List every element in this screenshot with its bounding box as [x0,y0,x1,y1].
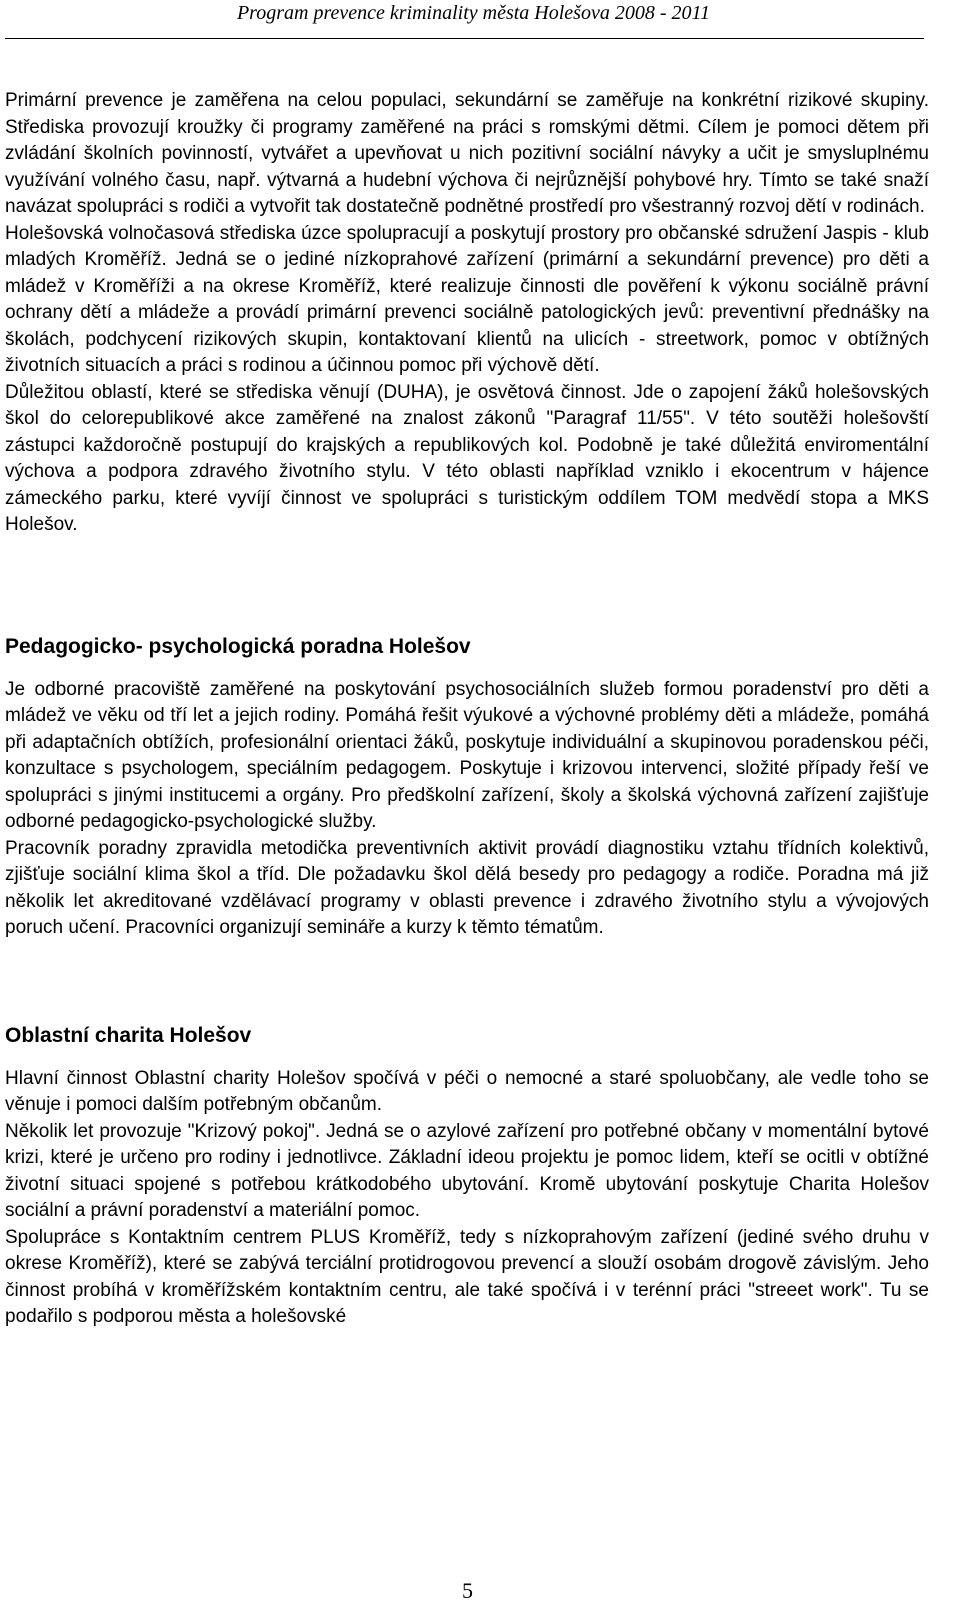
document-body [5,88,929,1331]
charita-paragraph-1: Hlavní činnost Oblastní charity Holešov spočívá v péči o nemocné a staré spoluobčany, ale vedle toho se věnuje i pomoci dalším potřebným občanům. [5,1067,929,1115]
ppp-paragraph-1: Je odborné pracoviště zaměřené na poskytování psychosociálních služeb formou poradenství pro děti a mládež ve věku od tří let a jejich rodiny. Pomáhá řešit výukové a výchovné problémy děti a mládeže, pomáhá při adaptačních obtížích, profesionální orientaci žáků, poskytuje individuální a skupinovou poradenskou péči, konzultace s psychologem, speciálním pedagogem. Poskytuje i krizovou intervenci, složité případy řeší ve spolupráci s jinými institucemi a orgány. Pro předškolní zařízení, školy a školská výchovná zařízení zajišťuje odborné pedagogicko-psychologické služby. [5,678,929,832]
charita-paragraph-2: Několik let provozuje "Krizový pokoj". Jedná se o azylové zařízení pro potřebné občany v momentální bytové krizi, které je určeno pro rodiny i jednotlivce. Základní ideou projektu je pomoc lidem, kteří se ocitli v obtížné životní situaci spojené s potřebou krátkodobého ubytování. Kromě ubytování poskytuje Charita Holešov sociální a právní poradenství a materiální pomoc. [5,1120,929,1221]
intro-paragraph-3: Důležitou oblastí, které se střediska věnují (DUHA), je osvětová činnost. Jde o zapojení žáků holešovských škol do celorepublikové akce zaměřené na znalost zákonů "Paragraf 11/55". V této soutěži holešovští zástupci každoročně postupují do krajských a republikových kol. Podobně je také důležitá enviromentální výchova a podpora zdravého životního stylu. V této oblasti například vzniklo i ekocentrum v hájence zámeckého parku, které vyvíjí činnost ve spolupráci s turistickým oddílem TOM medvědí stopa a MKS Holešov. [5,381,929,535]
section-heading-ppp: Pedagogicko- psychologická poradna Holešov [5,634,471,658]
page-number: 5 [462,1578,473,1603]
charita-paragraph-3: Spolupráce s Kontaktním centrem PLUS Kroměříž, tedy s nízkoprahovým zařízení (jediné svého druhu v okrese Kroměříž), které se zabývá terciální protidrogovou prevencí a slouží osobám drogově závislým. Jeho činnost probíhá v kroměřížském kontaktním centru, ale také spočívá i v terénní práci "streeet work". Tu se podařilo s podporou města a holešovské [5,1226,929,1327]
intro-paragraph-1: Primární prevence je zaměřena na celou populaci, sekundární se zaměřuje na konkrétní rizikové skupiny. Střediska provozují kroužky či programy zaměřené na práci s romskými dětmi. Cílem je pomoci dětem při zvládání školních povinností, vytvářet a upevňovat u nich pozitivní sociální návyky a učit je smysluplnému využívání volného času, např. výtvarná a hudební výchova či nejrůznější pohybové hry. Tímto se také snaží navázat spolupráci s rodiči a vytvořit tak dostatečně podnětné prostředí pro všestranný rozvoj dětí v rodinách. [5,90,929,217]
header-rule [5,38,924,39]
page-header [0,2,960,42]
intro-paragraph-2: Holešovská volnočasová střediska úzce spolupracují a poskytují prostory pro občanské sdružení Jaspis - klub mladých Kroměříž. Jedná se o jediné nízkoprahové zařízení (primární a sekundární prevence) pro děti a mládež v Kroměříži a na okrese Kroměříž, které realizuje činnosti dle pověření k výkonu sociálně právní ochrany dětí a mládeže a provádí primární prevenci sociálně patologických jevů: preventivní přednášky na školách, podchycení rizikových skupin, kontaktovaní klientů na ulicích - streetwork, pomoc v obtížných životních situacích a práci s rodinou a účinnou pomoc při výchově dětí. [5,222,929,376]
section-heading-charita: Oblastní charita Holešov [5,1023,252,1047]
header-title: Program prevence kriminality města Holešova 2008 - 2011 [236,2,710,24]
ppp-paragraph-2: Pracovník poradny zpravidla metodička preventivních aktivit provádí diagnostiku vztahu třídních kolektivů, zjišťuje sociální klima škol a tříd. Dle požadavku škol dělá besedy pro pedagogy a rodiče. Poradna má již několik let akreditované vzdělávací programy v oblasti prevence i zdravého životního stylu a vývojových poruch učení. Pracovníci organizují semináře a kurzy k těmto tématům. [5,837,929,938]
